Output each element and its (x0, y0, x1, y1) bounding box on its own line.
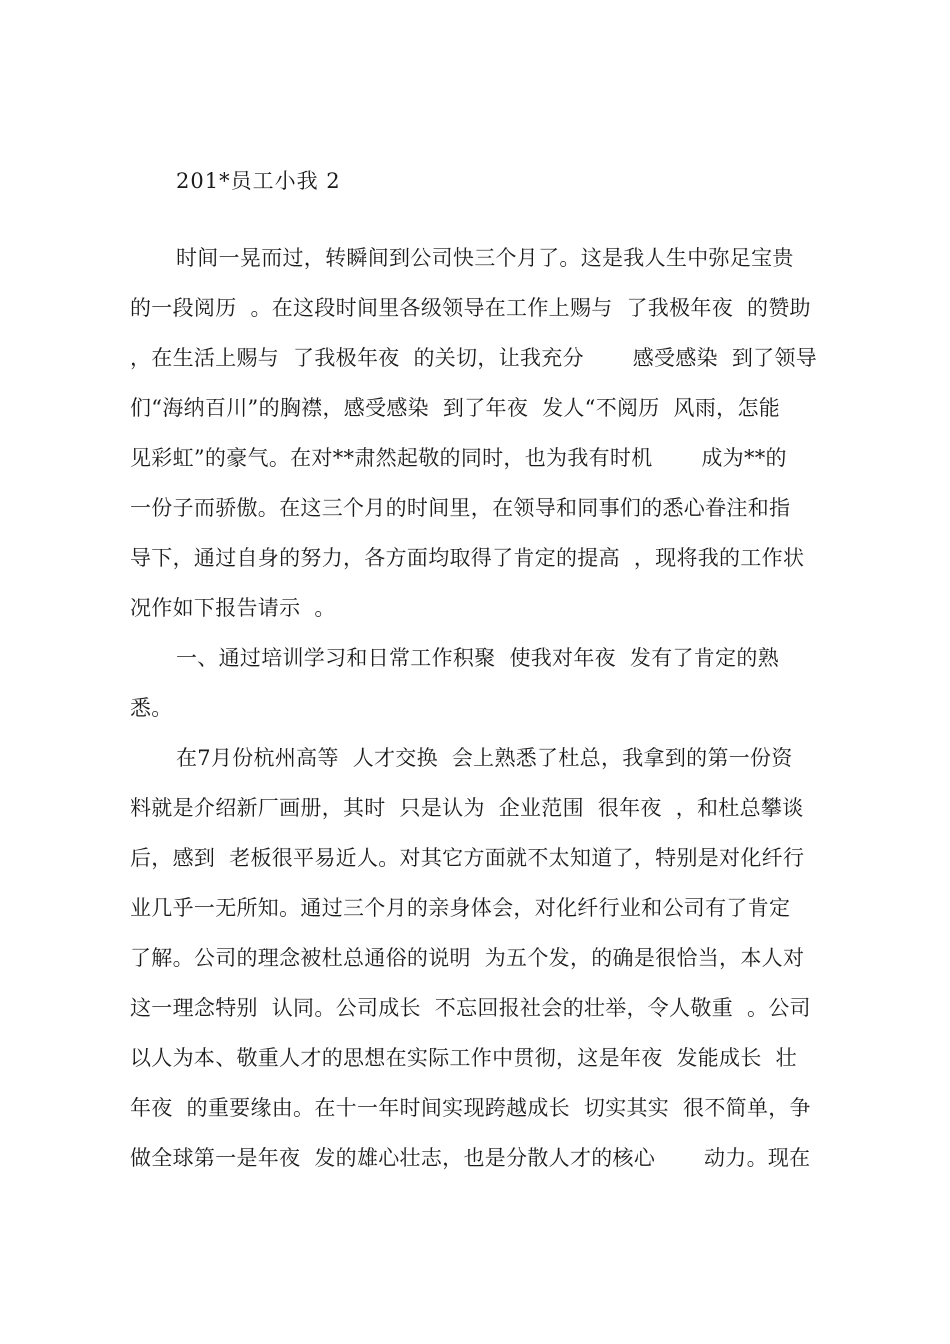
body-line-15: 以人为本、敬重人才的思想在实际工作中贯彻，这是年夜 发能成长 壮 (130, 1046, 797, 1070)
body-line-6: 一份子而骄傲。在这三个月的时间里，在领导和同事们的悉心眷注和指 (130, 496, 791, 520)
section-heading-1: 一、通过培训学习和日常工作积聚 使我对年夜 发有了肯定的熟 (176, 646, 779, 670)
body-line-8: 况作如下报告请示 。 (130, 596, 336, 620)
body-line-4: 们“海纳百川”的胸襟，感受感染 到了年夜 发人“不阅历 风雨，怎能 (130, 396, 781, 420)
document-title: 201*员工小我 2 (176, 169, 341, 193)
body-line-10: 料就是介绍新厂画册，其时 只是认为 企业范围 很年夜 ，和杜总攀谈 (130, 796, 804, 820)
body-line-14: 这一理念特别 认同。公司成长 不忘回报社会的壮举，令人敬重 。公司 (130, 996, 811, 1020)
body-line-13: 了解。公司的理念被杜总通俗的说明 为五个发，的确是很恰当，本人对 (130, 946, 805, 970)
body-line-11: 后，感到 老板很平易近人。对其它方面就不太知道了，特别是对化纤行 (130, 846, 805, 870)
body-line-16: 年夜 的重要缘由。在十一年时间实现跨越成长 切实其实 很不简单，争 (130, 1096, 811, 1120)
body-line-3: ，在生活上赐与 了我极年夜 的关切，让我充分 感受感染 到了领导 (130, 346, 818, 370)
body-line-17: 做全球第一是年夜 发的雄心壮志，也是分散人才的核心 动力。现在 (130, 1146, 811, 1170)
body-line-9: 在7月份杭州高等 人才交换 会上熟悉了杜总，我拿到的第一份资 (176, 746, 793, 770)
body-line-1: 时间一晃而过，转瞬间到公司快三个月了。这是我人生中弥足宝贵 (176, 246, 794, 270)
body-line-2: 的一段阅历 。在这段时间里各级领导在工作上赐与 了我极年夜 的赞助 (130, 296, 811, 320)
body-line-7: 导下，通过自身的努力，各方面均取得了肯定的提高 ，现将我的工作状 (130, 546, 805, 570)
body-line-12: 业几乎一无所知。通过三个月的亲身体会，对化纤行业和公司有了肯定 (130, 896, 791, 920)
section-heading-1-cont: 悉。 (130, 696, 173, 720)
body-line-5: 见彩虹”的豪气。在对**肃然起敬的同时，也为我有时机 成为**的 (130, 446, 787, 470)
